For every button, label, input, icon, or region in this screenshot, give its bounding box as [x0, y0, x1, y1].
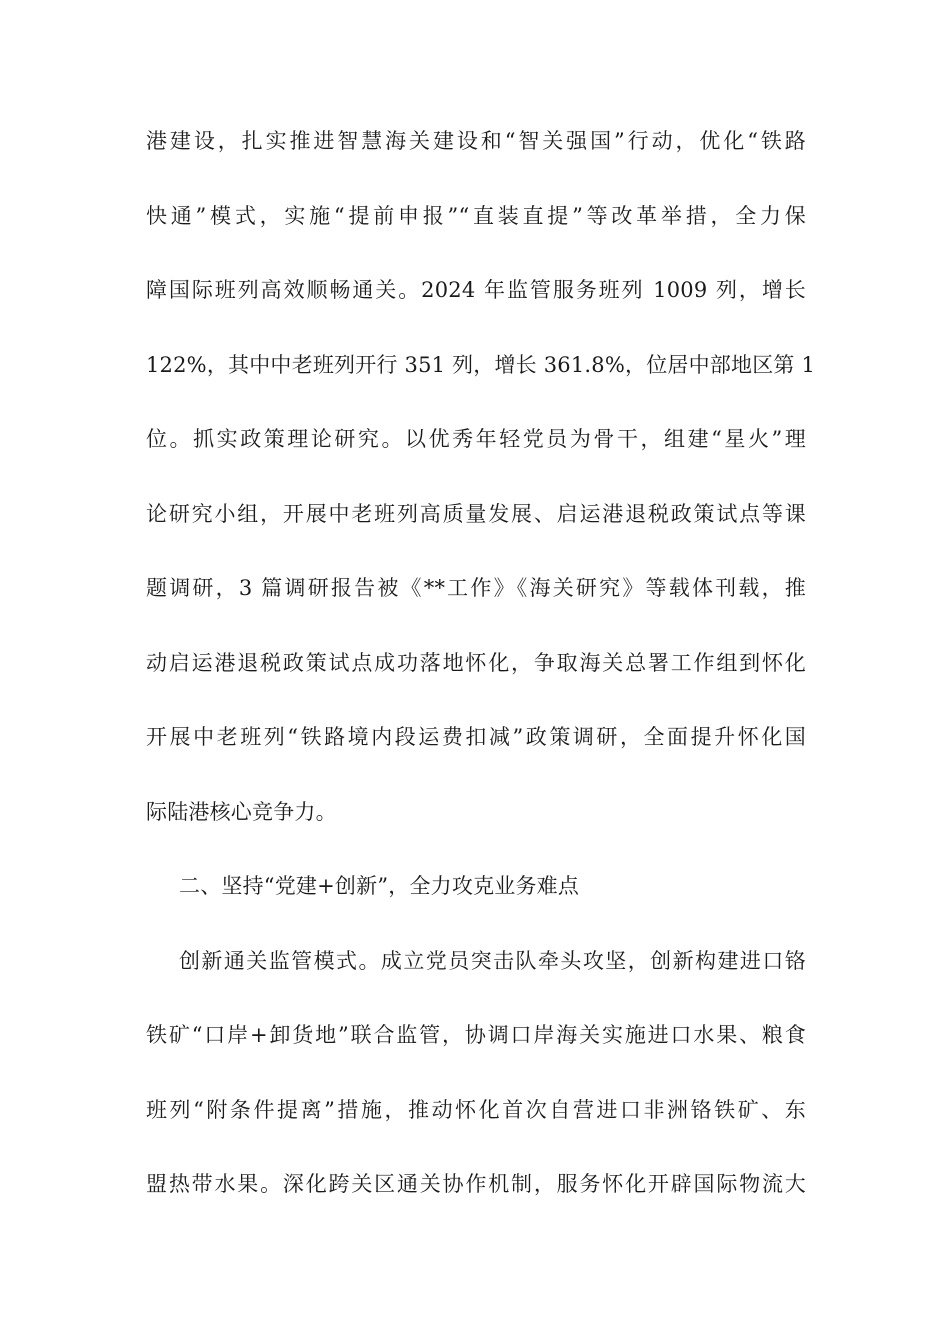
paragraph-line: 快通”模式，实施“提前申报”“直装直提”等改革举措，全力保: [146, 203, 806, 228]
paragraph-line: 铁矿“口岸+卸货地”联合监管，协调口岸海关实施进口水果、粮食: [146, 1023, 806, 1047]
paragraph-line: 论研究小组，开展中老班列高质量发展、启运港退税政策试点等课: [146, 501, 806, 526]
paragraph-line: 动启运港退税政策试点成功落地怀化，争取海关总署工作组到怀化: [146, 650, 806, 675]
paragraph-line: 际陆港核心竞争力。: [146, 799, 337, 824]
paragraph-line: 盟热带水果。深化跨关区通关协作机制，服务怀化开辟国际物流大: [146, 1172, 806, 1196]
section-heading: 二、坚持“党建+创新”，全力攻克业务难点: [179, 874, 580, 898]
body-text: [146, 116, 816, 1234]
paragraph-line: 位。抓实政策理论研究。以优秀年轻党员为骨干，组建“星火”理: [146, 427, 806, 451]
paragraph-line: 开展中老班列“铁路境内段运费扣减”政策调研，全面提升怀化国: [146, 725, 806, 749]
paragraph-line: 122%，其中中老班列开行 351 列，增长 361.8%，位居中部地区第 1: [146, 352, 816, 377]
paragraph-line: 障国际班列高效顺畅通关。2024 年监管服务班列 1009 列，增长: [146, 278, 806, 302]
paragraph-line: 创新通关监管模式。成立党员突击队牵头攻坚，创新构建进口铬: [179, 948, 806, 973]
paragraph-line: 港建设，扎实推进智慧海关建设和“智关强国”行动，优化“铁路: [146, 129, 806, 153]
paragraph-line: 班列“附条件提离”措施，推动怀化首次自营进口非洲铬铁矿、东: [146, 1097, 806, 1122]
paragraph-line: 题调研，3 篇调研报告被《**工作》《海关研究》等载体刊载，推: [146, 576, 806, 600]
